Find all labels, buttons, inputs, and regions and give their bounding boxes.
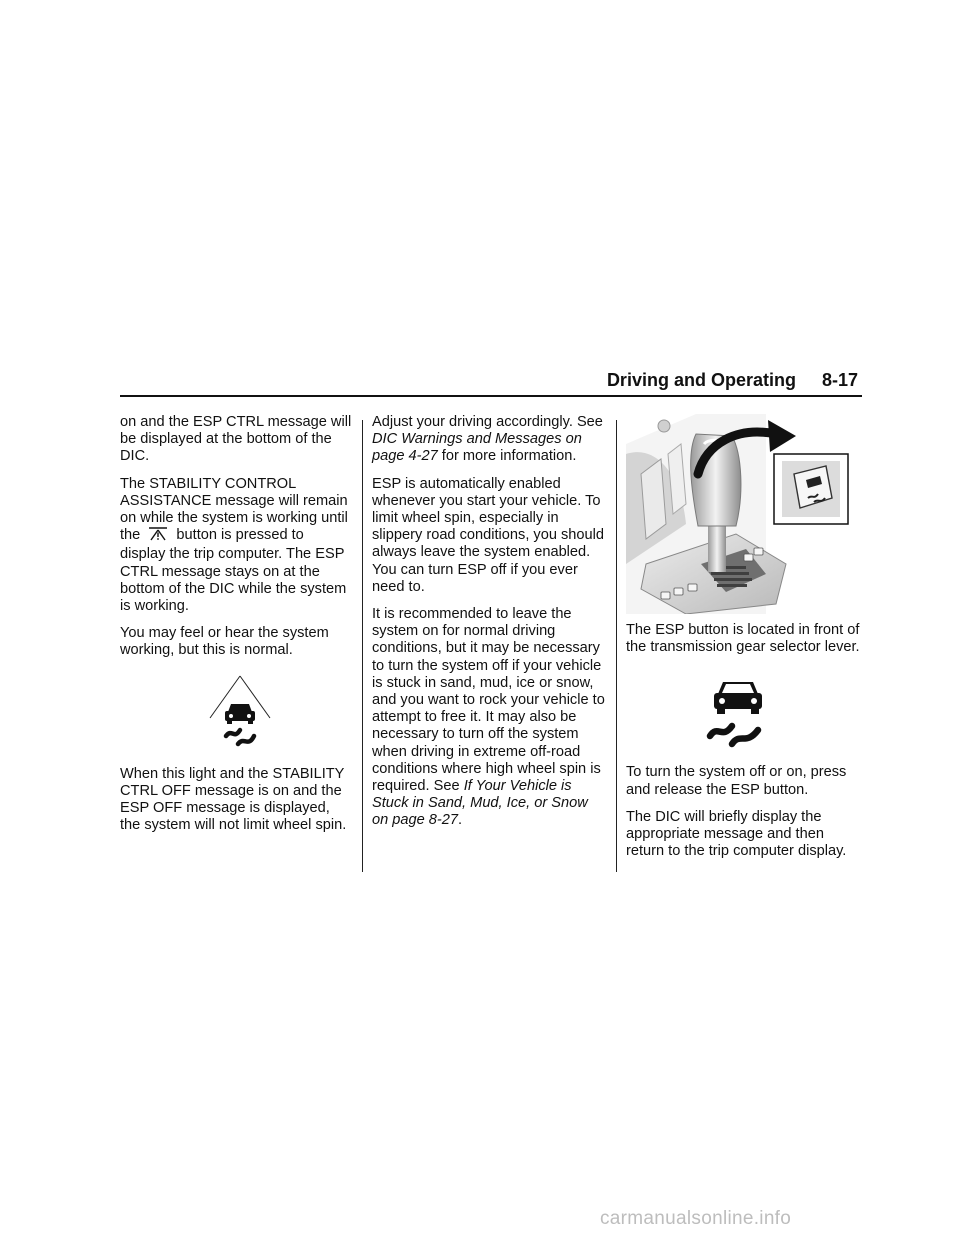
stability-warning-light-icon: [208, 674, 272, 750]
section-header: [600, 370, 858, 391]
paragraph: ESP is automatically enabled whenever you start your vehicle. To limit wheel spin, especially in slippery road conditions, you should always leave the system enabled. You can turn ESP off if you ever need to.: [372, 475, 605, 595]
paragraph-text: button is pressed to display the trip computer. The ESP CTRL message stays on at the bottom of the DIC while the system is working.: [120, 527, 347, 615]
column-3: [626, 414, 864, 870]
paragraph: [372, 606, 606, 830]
esp-button-console-illustration: [626, 414, 852, 614]
paragraph: [120, 476, 352, 616]
section-title: Driving and Operating: [606, 370, 796, 390]
column-2: [372, 414, 606, 840]
paragraph: on and the ESP CTRL message will be displayed at the bottom of the DIC.: [120, 414, 352, 465]
paragraph-text: Adjust your driving accordingly. See: [372, 414, 603, 430]
paragraph: [372, 414, 606, 466]
cross-reference-link[interactable]: DIC Warnings and Messages on page 4-27: [372, 431, 582, 465]
paragraph: When this light and the STABILITY CTRL OFF message is on and the ESP OFF message is displayed, the system will not limit wheel spin.: [120, 765, 347, 834]
paragraph-text: The STABILITY CONTROL ASSISTANCE message will remain on while the system is working until the: [120, 475, 348, 544]
page-number: 8-17: [821, 370, 858, 390]
paragraph: The DIC will briefly display the appropriate message and then return to the trip computer display.: [626, 808, 847, 860]
paragraph: You may feel or hear the system working, but this is normal.: [120, 625, 329, 659]
watermark: carmanualsonline.info: [600, 1208, 792, 1229]
trip-computer-button-icon: [148, 527, 168, 546]
paragraph-text: for more information.: [441, 448, 577, 465]
paragraph: To turn the system off or on, press and release the ESP button.: [626, 764, 847, 798]
column-divider-1: [362, 420, 363, 872]
header-rule: [120, 395, 862, 397]
column-1: [120, 414, 352, 844]
paragraph-text: .: [458, 812, 463, 829]
paragraph: The ESP button is located in front of the transmission gear selector lever.: [626, 622, 860, 656]
column-divider-2: [616, 420, 617, 872]
esp-off-indicator-icon: [704, 676, 772, 748]
paragraph-text: It is recommended to leave the system on for normal driving conditions, but it may be necessary to turn the system off if your vehicle is stuck in sand, mud, ice or snow, and you want to rock your vehicle to attempt to free it. It may also be necessary to turn off the system when driving in extreme off-road conditions where high wheel spin is required. See: [372, 606, 605, 795]
cross-reference-link[interactable]: If Your Vehicle is Stuck in Sand, Mud, Ice, or Snow on page 8-27: [372, 778, 588, 829]
